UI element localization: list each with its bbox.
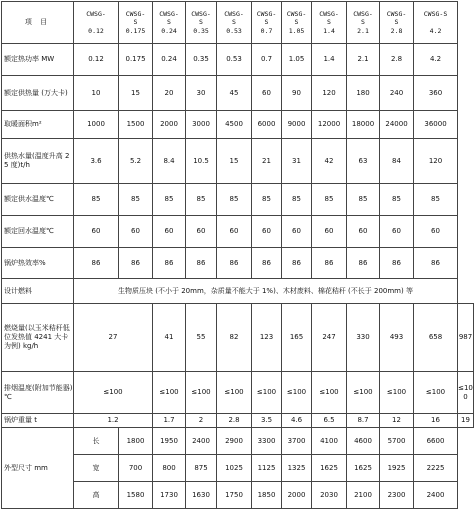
cell: 15 [119,76,153,111]
cell: 85 [217,184,252,216]
cell: 86 [74,248,119,279]
cell: 165 [282,304,312,372]
dim-label: 长 [74,428,119,455]
dim-label: 宽 [74,455,119,482]
cell: 60 [217,216,252,248]
cell: 6600 [414,428,458,455]
row-label: 燃烧量(以玉米秸秆低位发热值 4241 大卡为例) kg/h [2,304,74,372]
model-header: CWSG- S 0.35 [186,2,217,44]
cell: 27 [74,304,153,372]
cell: 360 [414,76,458,111]
row-label: 设计燃料 [2,279,74,304]
cell: 5.2 [119,139,153,184]
cell: 2400 [414,482,458,509]
cell: 4500 [217,111,252,139]
row-rated-power [2,44,474,76]
cell: 0.12 [74,44,119,76]
cell: 60 [282,216,312,248]
row-weight [2,414,474,428]
cell: 21 [252,139,282,184]
model-header: CWSG- S 2.8 [380,2,414,44]
row-consumption [2,304,474,372]
cell: 36000 [414,111,458,139]
model-header: CWSG- S 2.1 [347,2,380,44]
cell: 3.5 [252,414,282,428]
cell: 1.2 [74,414,153,428]
model-header: CWSG- S 0.24 [153,2,186,44]
model-header: CWSG- S 0.7 [252,2,282,44]
cell: 85 [186,184,217,216]
cell: 60 [153,216,186,248]
cell: ≤100 [414,372,458,414]
row-return-temp [2,216,474,248]
cell: 120 [312,76,347,111]
fuel-description: 生物质压块 (不小于 20mm，杂质量不能大于 1%)、木材废料、棉花秸秆 (不长于 200mm) 等 [74,279,458,304]
cell: 6.5 [312,414,347,428]
model-header: CWSG-S 4.2 [414,2,458,44]
cell: 5700 [380,428,414,455]
row-label: 锅炉重量 t [2,414,74,428]
boiler-spec-table [1,1,474,509]
cell: 60 [119,216,153,248]
cell: 60 [312,216,347,248]
cell: 3.6 [74,139,119,184]
cell: ≤100 [380,372,414,414]
cell: ≤100 [74,372,153,414]
model-header: CWSG- 0.12 [74,2,119,44]
cell: ≤100 [153,372,186,414]
cell: 1500 [119,111,153,139]
cell: 0.24 [153,44,186,76]
cell: 123 [252,304,282,372]
cell: 0.175 [119,44,153,76]
cell: 9000 [282,111,312,139]
cell: ≤100 [458,372,474,414]
cell: 2.8 [380,44,414,76]
cell: 45 [217,76,252,111]
cell: 85 [312,184,347,216]
cell: ≤100 [186,372,217,414]
cell: 240 [380,76,414,111]
cell: 1625 [347,455,380,482]
row-rated-heat [2,76,474,111]
cell: 85 [74,184,119,216]
cell: ≤100 [312,372,347,414]
cell: 0.53 [217,44,252,76]
cell: 1630 [186,482,217,509]
cell: 1950 [153,428,186,455]
cell: 85 [282,184,312,216]
cell: 42 [312,139,347,184]
model-header: CWSG- S 1.4 [312,2,347,44]
row-label: 供热水量(温度升高 25 度)t/h [2,139,74,184]
cell: 10 [74,76,119,111]
cell: 60 [380,216,414,248]
cell: 63 [347,139,380,184]
cell: 85 [414,184,458,216]
row-label: 额定热功率 MW [2,44,74,76]
cell: 1125 [252,455,282,482]
cell: 4600 [347,428,380,455]
cell: ≤100 [252,372,282,414]
cell: 247 [312,304,347,372]
cell: 84 [380,139,414,184]
cell: 658 [414,304,458,372]
cell: 1.7 [153,414,186,428]
cell: 60 [252,76,282,111]
cell: 700 [119,455,153,482]
cell: 3700 [282,428,312,455]
row-supply-temp [2,184,474,216]
cell: 86 [312,248,347,279]
cell: 2225 [414,455,458,482]
cell: 2100 [347,482,380,509]
cell: 2.8 [217,414,252,428]
cell: 55 [186,304,217,372]
cell: 19 [458,414,474,428]
cell: 85 [119,184,153,216]
header-row [2,2,474,44]
cell: 180 [347,76,380,111]
cell: 2900 [217,428,252,455]
cell: 2000 [153,111,186,139]
cell: 12000 [312,111,347,139]
cell: 0.7 [252,44,282,76]
cell: 20 [153,76,186,111]
cell: 8.4 [153,139,186,184]
dim-label: 高 [74,482,119,509]
cell: 85 [153,184,186,216]
cell: 1800 [119,428,153,455]
cell: 30 [186,76,217,111]
cell: 2300 [380,482,414,509]
cell: 2000 [282,482,312,509]
cell: 1000 [74,111,119,139]
cell: ≤100 [217,372,252,414]
cell: 1.05 [282,44,312,76]
cell: 90 [282,76,312,111]
cell: 86 [414,248,458,279]
cell: 2.1 [347,44,380,76]
cell: 2 [186,414,217,428]
cell: 4.6 [282,414,312,428]
cell: 875 [186,455,217,482]
row-dim-length [2,428,474,455]
cell: 1925 [380,455,414,482]
model-header: CWSG- S 1.05 [282,2,312,44]
cell: 1580 [119,482,153,509]
cell: 330 [347,304,380,372]
cell: 24000 [380,111,414,139]
cell: 31 [282,139,312,184]
cell: 1625 [312,455,347,482]
cell: 4100 [312,428,347,455]
cell: 85 [252,184,282,216]
model-header: CWSG- S 0.175 [119,2,153,44]
cell: 120 [414,139,458,184]
cell: 18000 [347,111,380,139]
cell: 86 [217,248,252,279]
row-label: 额定供热量 (万大卡) [2,76,74,111]
row-efficiency [2,248,474,279]
row-label: 锅炉热效率% [2,248,74,279]
row-label: 额定回水温度℃ [2,216,74,248]
cell: 41 [153,304,186,372]
cell: 493 [380,304,414,372]
row-exhaust-temp [2,372,474,414]
cell: 1750 [217,482,252,509]
cell: 60 [74,216,119,248]
cell: 3300 [252,428,282,455]
cell: 60 [252,216,282,248]
cell: 86 [153,248,186,279]
cell: 60 [414,216,458,248]
cell: 86 [380,248,414,279]
row-fuel [2,279,474,304]
cell: 1.4 [312,44,347,76]
row-label: 排烟温度(附加节能器)℃ [2,372,74,414]
cell: 4.2 [414,44,458,76]
row-heating-area [2,111,474,139]
cell: 6000 [252,111,282,139]
cell: 0.35 [186,44,217,76]
cell: 1850 [252,482,282,509]
cell: 1025 [217,455,252,482]
cell: 82 [217,304,252,372]
cell: 2030 [312,482,347,509]
cell: 800 [153,455,186,482]
cell: 86 [252,248,282,279]
cell: 2400 [186,428,217,455]
cell: 1325 [282,455,312,482]
cell: ≤100 [282,372,312,414]
row-label: 额定供水温度℃ [2,184,74,216]
cell: 60 [347,216,380,248]
row-water-supply [2,139,474,184]
cell: 1730 [153,482,186,509]
cell: 987 [458,304,474,372]
row-label: 取暖面积m² [2,111,74,139]
cell: 12 [380,414,414,428]
cell: 85 [380,184,414,216]
cell: 60 [186,216,217,248]
cell: 86 [282,248,312,279]
cell: 15 [217,139,252,184]
cell: 85 [347,184,380,216]
cell: 86 [186,248,217,279]
model-header: CWSG- S 0.53 [217,2,252,44]
cell: 3000 [186,111,217,139]
cell: 86 [119,248,153,279]
item-header: 项 目 [2,2,74,44]
row-label: 外型尺寸 mm [2,428,74,509]
cell: 86 [347,248,380,279]
cell: 10.5 [186,139,217,184]
cell: ≤100 [347,372,380,414]
cell: 8.7 [347,414,380,428]
cell: 16 [414,414,458,428]
